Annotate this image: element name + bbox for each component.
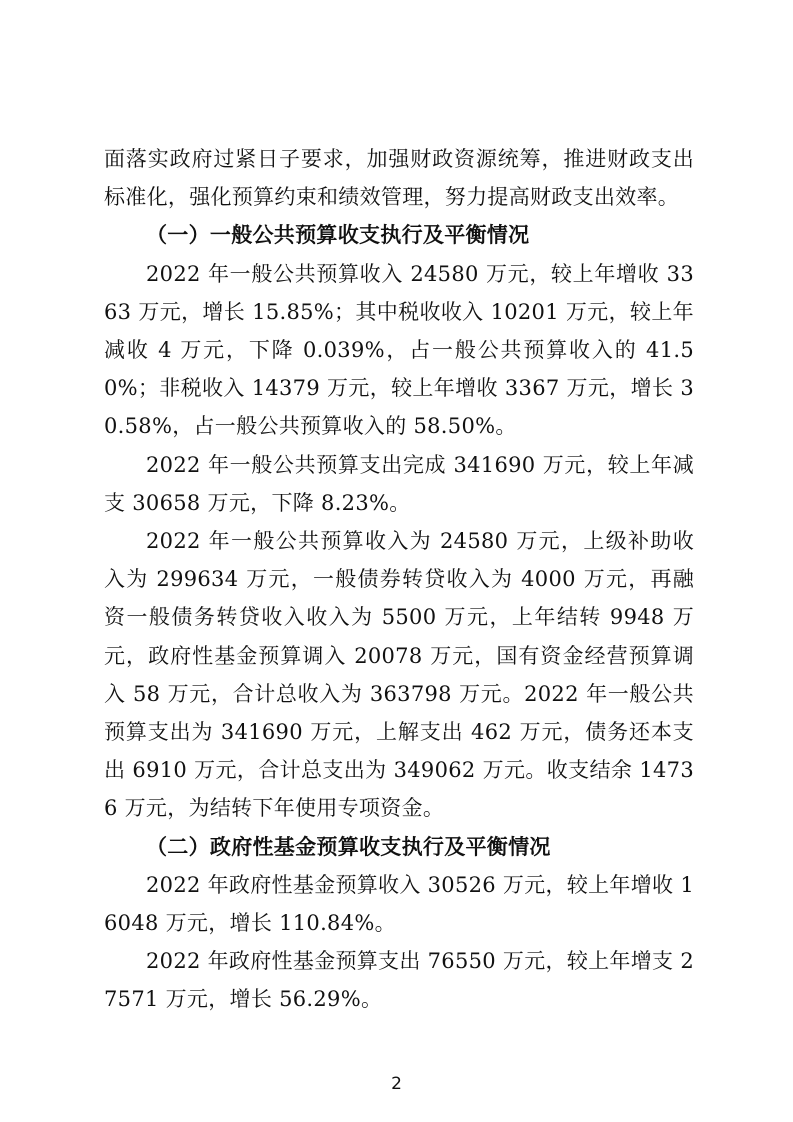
paragraph-fund-revenue: 2022 年政府性基金预算收入 30526 万元，较上年增收 16048 万元，增长 110.84%。 — [104, 872, 694, 936]
document-body — [104, 140, 694, 1019]
page-number: 2 — [391, 1074, 402, 1094]
paragraph-general-expenditure: 2022 年一般公共预算支出完成 341690 万元，较上年减支 30658 万元，下降 8.23%。 — [104, 452, 694, 515]
paragraph-fund-expenditure: 2022 年政府性基金预算支出 76550 万元，较上年增支 27571 万元，增长 56.29%。 — [104, 949, 694, 1012]
paragraph-general-balance: 2022 年一般公共预算收入为 24580 万元，上级补助收入为 299634 万元，一般债券转贷收入为 4000 万元，再融资一般债务转贷收入收入为 5500 万元，上年结转 9948 万元，政府性基金预算调入 20078 万元，国有资金经营预算调入 58 万元，合计总收入为 363798 万元。2022 年一般公共预算支出为 341690 万元，上解支出 462 万元，债务还本支出 6910 万元，合计总支出为 349062 万元。收支结余 14736 万元，为结转下年使用专项资金。 — [104, 529, 694, 821]
paragraph-continuation: 面落实政府过紧日子要求，加强财政资源统筹，推进财政支出标准化，强化预算约束和绩效管理，努力提高财政支出效率。 — [104, 147, 694, 210]
section-heading-general-budget: （一）一般公共预算收支执行及平衡情况 — [146, 222, 530, 248]
paragraph-general-revenue: 2022 年一般公共预算收入 24580 万元，较上年增收 3363 万元，增长 15.85%；其中税收收入 10201 万元，较上年减收 4 万元，下降 0.039%，占一般公共预算收入的 41.50%；非税收入 14379 万元，较上年增收 3367 万元，增长 30.58%，占一般公共预算收入的 58.50%。 — [104, 261, 694, 439]
section-heading-fund-budget: （二）政府性基金预算收支执行及平衡情况 — [146, 833, 551, 859]
